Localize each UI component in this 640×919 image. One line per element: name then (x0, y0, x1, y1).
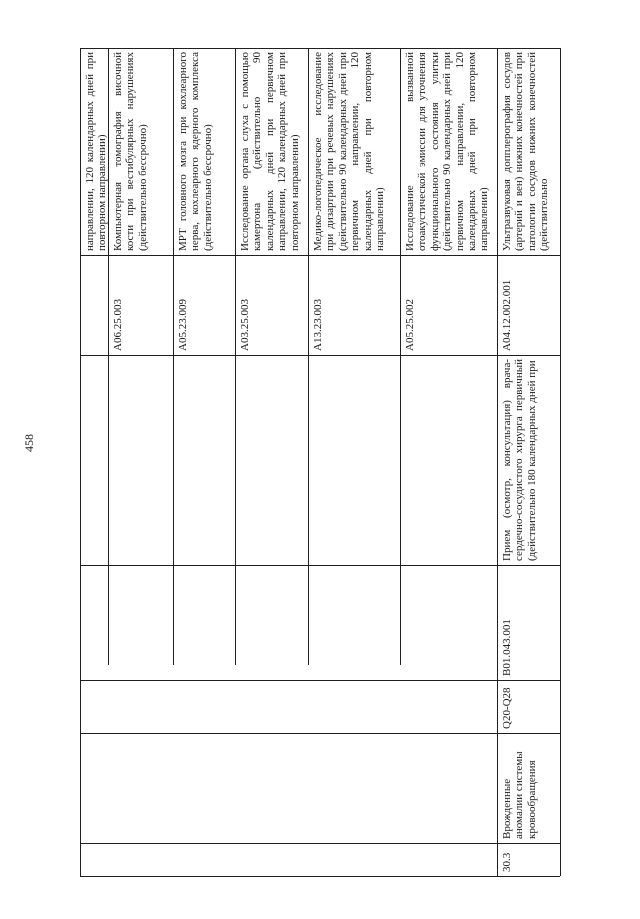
consult-code-cell: B01.043.001 (501, 619, 513, 676)
row-divider (560, 48, 561, 876)
service-code-cell: A04.12.002.001 (501, 279, 513, 351)
group-name-cell: Врожденные аномалии системы кровообращения (501, 751, 538, 839)
column-divider (80, 843, 560, 844)
service-name-cell: Исследование вызванной отоакустической эмиссии для уточнения функционального состояния улитки (действительно 90 календарных дней при первичном направлении, 120 календарных дней при повторном направлении) (404, 52, 491, 251)
row-divider (308, 48, 309, 665)
row-divider (80, 48, 81, 876)
service-name-cell: Медико-логопедическое исследование при дизартрии при речевых нарушениях (действительно 90 календарных дней при первичном направлении, 120 календарных дней при повторном направлении) (312, 52, 387, 251)
row-divider (173, 48, 174, 665)
service-code-cell: A05.23.009 (177, 299, 189, 351)
column-divider (80, 680, 560, 681)
column-divider (80, 565, 560, 566)
service-name-cell: направлении, 120 календарных дней при повторном направлении) (84, 52, 109, 251)
service-code-cell: A05.25.002 (404, 299, 416, 351)
page-number: 458 (22, 434, 36, 452)
column-divider (80, 255, 560, 256)
row-divider (497, 48, 498, 876)
column-divider (80, 355, 560, 356)
service-name-cell: МРТ головного мозга при кохлеарного нерва, кохлеарного ядерного комплекса (действительно бессрочно) (177, 52, 214, 251)
column-divider (80, 876, 560, 877)
service-name-cell: Исследование органа слуха с помощью камертона (действительно 90 календарных дней при первичном направлении, 120 календарных дней при повторном направлении) (239, 52, 301, 251)
service-code-cell: A13.23.003 (312, 299, 324, 351)
row-divider (400, 48, 401, 665)
service-name-cell: Ультразвуковая допплерография сосудов (артерий и вен) нижних конечностей при патологии сосудов нижних конечностей (действительно (501, 52, 551, 251)
consult-name-cell: Прием (осмотр, консультация) врача-сердечно-сосудистого хирурга первичный (действительно 180 календарных дней при (501, 359, 538, 561)
service-name-cell: Компьютерная томография височной кости при вестибулярных нарушениях (действительно бессрочно) (112, 52, 149, 251)
column-divider (80, 733, 560, 734)
service-code-cell: A03.25.003 (239, 299, 251, 351)
column-divider (80, 48, 560, 49)
icd-codes-cell: Q20-Q28 (501, 687, 513, 729)
service-code-cell: A06.25.003 (112, 299, 124, 351)
row-number-cell: 30.3 (501, 852, 513, 872)
row-divider (235, 48, 236, 665)
